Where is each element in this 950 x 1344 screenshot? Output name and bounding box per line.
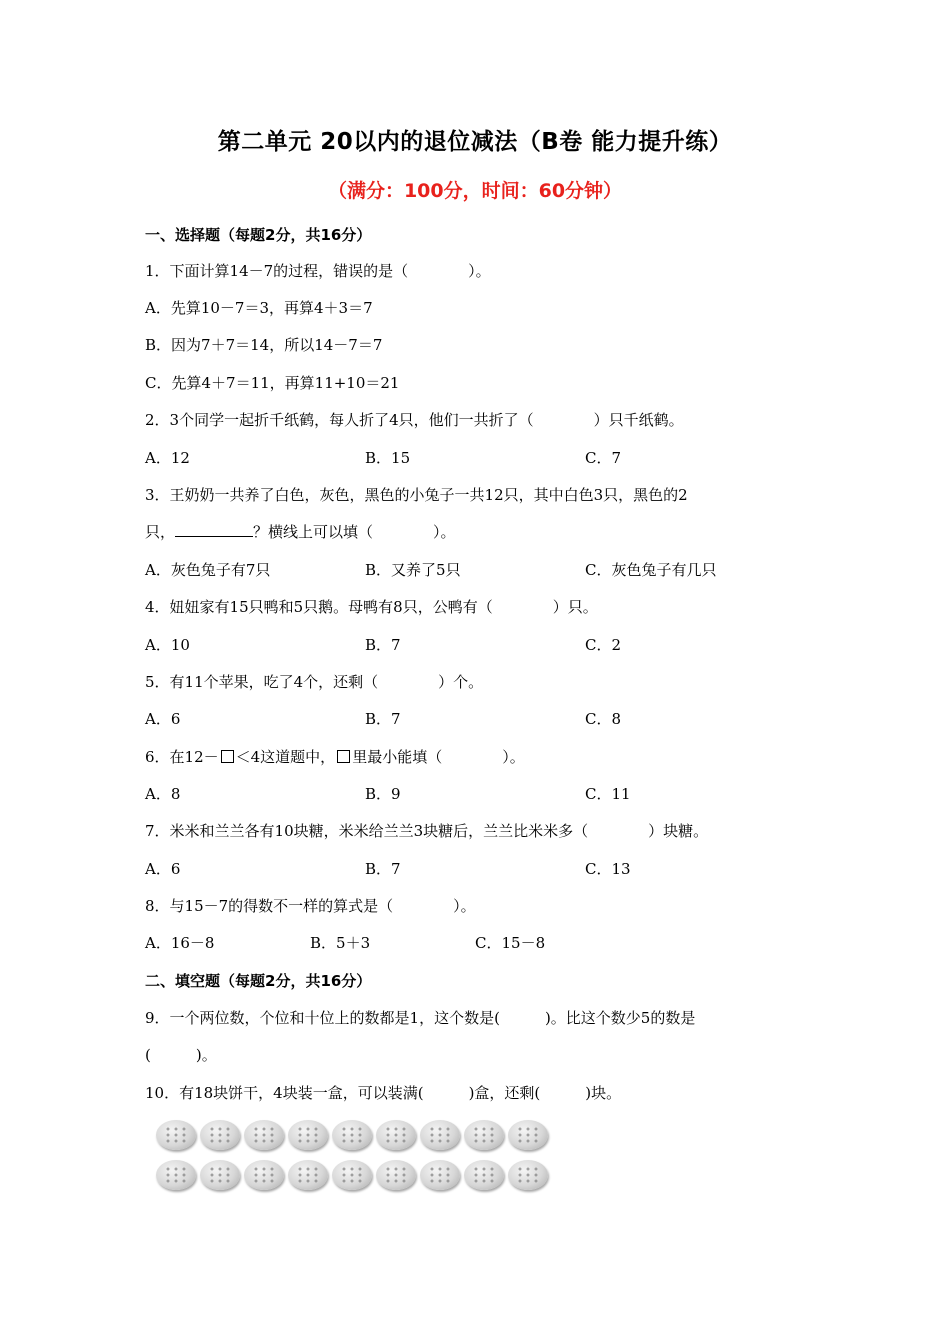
biscuit-illustration [156, 1120, 556, 1200]
answer-blank-line [175, 522, 253, 537]
question-9-line-2: ( )。 [145, 1046, 217, 1064]
section-heading-fill: 二、填空题（每题2分，共16分） [145, 972, 372, 990]
empty-box-icon [221, 750, 234, 763]
biscuit-icon [244, 1160, 284, 1190]
biscuit-icon [332, 1160, 372, 1190]
question-7-option-c: C．13 [585, 860, 631, 878]
biscuit-icon [200, 1160, 240, 1190]
question-6-text-a: 6．在12－ [145, 748, 219, 766]
biscuit-icon [376, 1160, 416, 1190]
question-8-option-c: C．15－8 [475, 934, 546, 952]
question-4-option-c: C．2 [585, 636, 622, 654]
question-8-option-a: A．16－8 [145, 934, 215, 952]
question-1-option-a: A．先算10－7＝3，再算4＋3＝7 [145, 299, 373, 317]
question-2-option-b: B．15 [365, 449, 411, 467]
question-2-option-a: A．12 [145, 449, 190, 467]
question-5: 5．有11个苹果，吃了4个，还剩（ ）个。 [145, 673, 484, 691]
question-5-option-a: A．6 [145, 710, 181, 728]
biscuit-icon [156, 1160, 196, 1190]
page-title: 第二单元 20以内的退位减法（B卷 能力提升练） [217, 129, 733, 155]
biscuit-icon [464, 1160, 504, 1190]
biscuit-icon [288, 1160, 328, 1190]
question-9-line-1: 9．一个两位数，个位和十位上的数都是1，这个数是( )。比这个数少5的数是 [145, 1009, 696, 1027]
question-4-option-b: B．7 [365, 636, 401, 654]
biscuit-icon [508, 1120, 548, 1150]
question-3-text-a: 只， [145, 523, 176, 541]
biscuit-icon [288, 1120, 328, 1150]
biscuit-icon [376, 1120, 416, 1150]
biscuit-icon [420, 1120, 460, 1150]
question-4-option-a: A．10 [145, 636, 190, 654]
question-6-option-b: B．9 [365, 785, 401, 803]
question-8: 8．与15－7的得数不一样的算式是（ ）。 [145, 897, 476, 915]
question-5-option-c: C．8 [585, 710, 622, 728]
question-3-option-a: A．灰色兔子有7只 [145, 561, 271, 579]
question-7: 7．米米和兰兰各有10块糖，米米给兰兰3块糖后，兰兰比米米多（ ）块糖。 [145, 822, 709, 840]
question-3-line-2 [145, 522, 456, 542]
question-6-text-b: ＜4这道题中， [235, 748, 336, 766]
biscuit-icon [244, 1120, 284, 1150]
question-3-text-b: ？横线上可以填（ ）。 [253, 523, 456, 541]
question-3-line-1: 3．王奶奶一共养了白色，灰色，黑色的小兔子一共12只，其中白色3只，黑色的2 [145, 486, 688, 504]
question-6-option-c: C．11 [585, 785, 631, 803]
biscuit-icon [156, 1120, 196, 1150]
question-7-option-b: B．7 [365, 860, 401, 878]
biscuit-icon [420, 1160, 460, 1190]
question-3-option-b: B．又养了5只 [365, 561, 461, 579]
question-8-option-b: B．5＋3 [310, 934, 371, 952]
question-10: 10．有18块饼干，4块装一盒，可以装满( )盒，还剩( )块。 [145, 1084, 622, 1102]
question-6-text-c: 里最小能填（ ）。 [352, 748, 525, 766]
question-3-option-c: C．灰色兔子有几只 [585, 561, 717, 579]
question-5-option-b: B．7 [365, 710, 401, 728]
question-2: 2．3个同学一起折千纸鹤，每人折了4只，他们一共折了（ ）只千纸鹤。 [145, 411, 684, 429]
question-1-option-c: C．先算4＋7＝11，再算11+10＝21 [145, 374, 400, 392]
question-1: 1．下面计算14－7的过程，错误的是（ ）。 [145, 262, 491, 280]
biscuit-icon [332, 1120, 372, 1150]
question-1-option-b: B．因为7＋7＝14，所以14－7＝7 [145, 336, 383, 354]
question-7-option-a: A．6 [145, 860, 181, 878]
exam-info: （满分：100分，时间：60分钟） [327, 180, 623, 202]
question-6-option-a: A．8 [145, 785, 181, 803]
biscuit-icon [508, 1160, 548, 1190]
question-6 [145, 747, 525, 767]
biscuit-icon [200, 1120, 240, 1150]
section-heading-choice: 一、选择题（每题2分，共16分） [145, 226, 372, 244]
question-4: 4．妞妞家有15只鸭和5只鹅。母鸭有8只，公鸭有（ ）只。 [145, 598, 598, 616]
empty-box-icon [337, 750, 350, 763]
question-2-option-c: C．7 [585, 449, 622, 467]
biscuit-icon [464, 1120, 504, 1150]
